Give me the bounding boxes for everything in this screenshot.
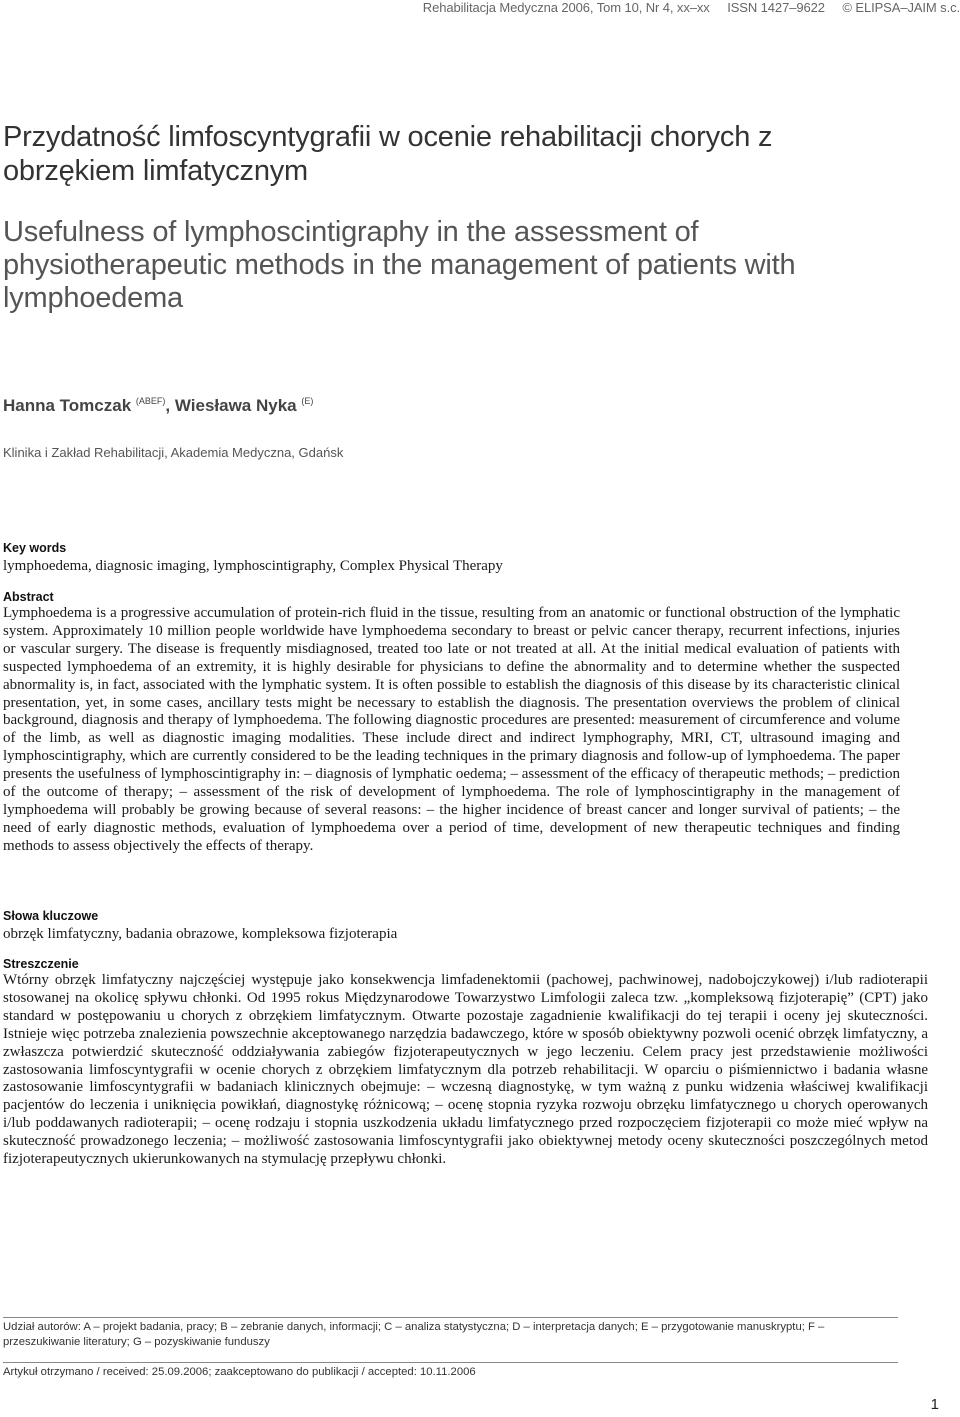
author-contribution-marks: (ABEF): [135, 396, 166, 406]
keywords-text: obrzęk limfatyczny, badania obrazowe, kompleksowa fizjoterapia: [3, 926, 398, 942]
author-contribution-marks: (E): [301, 396, 314, 406]
keywords-text: lymphoedema, diagnosic imaging, lymphoscintigraphy, Complex Physical Therapy: [3, 558, 503, 574]
page-number: 1: [930, 1396, 939, 1413]
title-polish: Przydatność limfoscyntygrafii w ocenie rehabilitacji chorych z obrzękiem limfatycznym: [3, 121, 773, 187]
abstract-english: [3, 589, 900, 856]
footnote-divider: [3, 1317, 898, 1318]
abstract-label: Streszczenie: [3, 957, 79, 971]
keywords-polish: [3, 908, 900, 944]
received-accepted-note: Artykuł otrzymano / received: 25.09.2006; zaakceptowano do publikacji / accepted: 10.11.2006: [3, 1366, 476, 1378]
abstract-polish: [3, 956, 928, 1169]
footnote-divider: [3, 1362, 898, 1363]
author-separator: ,: [165, 396, 175, 415]
author-name: Hanna Tomczak: [3, 396, 132, 415]
keywords-label: Słowa kluczowe: [3, 909, 99, 923]
keywords-english: [3, 540, 900, 576]
abstract-text: Wtórny obrzęk limfatyczny najczęściej występuje jako konsekwencja limfadenektomii (pachowej, pachwinowej, nadobojczykowej) i/lub radioterapii stosowanej na okolicę spływu chłonki. Od 1995 rokus Międzynarodowe Towarzystwo Limfologii zaleca tzw. „kompleksową fizjoterapię” (CPT) jako standard w postępowaniu u chorych z obrzękiem limfatycznym. Otwarte pozostaje zagadnienie kwalifikacji do tej terapii i oceny jej skuteczności. Istnieje więc potrzeba znalezienia powszechnie akceptowanego narzędzia badawczego, które w sposób obiektywny pozwoli ocenić obrzęk limfatyczny, a zwłaszcza potwierdzić skuteczność oddziaływania zabiegów fizjoterapeutycznych w jego leczeniu. Celem pracy jest przedstawienie możliwości zastosowania limfoscyntygrafii w ocenie chorych z obrzękiem limfatycznym dla potrzeb rehabilitacji. W oparciu o piśmiennictwo i badania własne zastosowanie limfoscyntygrafii w badaniach klinicznych obejmuje: – wczesną diagnostykę, w tym ważną z punku widzenia właściwej kwalifikacji pacjentów do leczenia i uniknięcia powikłań, diagnostykę różnicową; – ocenę stopnia ryzyka rozwoju obrzęku limfatycznego u chorych operowanych i/lub poddawanych radioterapii; – ocenę rodzaju i stopnia uszkodzenia układu limfatycznego przed rozpoczęciem fizjoterapii co może mieć wpływ na skuteczność prowadzonego leczenia; – możliwość zastosowania limfoscyntygrafii jako obiektywnej metody oceny skuteczności poszczególnych metod fizjoterapeutycznych ukierunkowanych na stymulację przepływu chłonki.: [3, 972, 928, 1168]
author-name: Wiesława Nyka: [174, 396, 297, 415]
abstract-text: Lymphoedema is a progressive accumulation of protein-rich fluid in the tissue, resulting from an anatomic or functional obstruction of the lymphatic system. Approximately 10 million people worldwide have lymphoedema secondary to breast or pelvic cancer therapy, recurrent infections, injuries or vascular surgery. The disease is frequently misdiagnosed, treated too late or not treated at all. At the initial medical evaluation of patients with suspected lymphoedema of an extremity, it is highly desirable for physicians to define the abnormality and to determine whether the suspected abnormality is, in fact, associated with the lymphatic system. It is often possible to establish the diagnosis of this disease by its characteristic clinical presentation, yet, in some cases, ancillary tests might be necessary to establish the diagnosis. The presentation overviews the problem of clinical background, diagnosis and therapy of lymphoedema. The following diagnostic procedures are presented: measurement of circumference and volume of the limb, as well as diagnostic imaging modalities. These include direct and indirect lymphography, MRI, CT, ultrasound imaging and lymphoscintigraphy, which are currently considered to be the leading techniques in the primary diagnosis and follow-up of lymphoedema. The paper presents the usefulness of lymphoscintigraphy in: – diagnosis of lymphatic oedema; – assessment of the efficacy of therapeutic methods; – prediction of the outcome of therapy; – assessment of the risk of development of lymphoedema. The role of lymphoscintigraphy in the management of lymphoedema will probably be growing because of several reasons: – the higher incidence of breast cancer and longer survival of patients; – the need of early diagnostic methods, evaluation of lymphoedema over a period of time, development of new therapeutic techniques and finding methods to assess objectively the effects of therapy.: [3, 605, 900, 854]
keywords-label: Key words: [3, 541, 67, 555]
author-contributions-note: Udział autorów: A – projekt badania, pracy; B – zebranie danych, informacji; C – analiza statystyczna; D – interpretacja danych; E – przygotowanie manuskryptu; F – przeszukiwanie literatury; G – pozyskiwanie funduszy: [3, 1321, 825, 1348]
running-head: Rehabilitacja Medyczna 2006, Tom 10, Nr 4, xx–xx ISSN 1427–9622 © ELIPSA–JAIM s.c.: [422, 0, 960, 15]
title-english: Usefulness of lymphoscintigraphy in the assessment of physiotherapeutic methods in the management of patients with lymphoedema: [3, 216, 796, 314]
author-list: [3, 390, 313, 417]
affiliation: Klinika i Zakład Rehabilitacji, Akademia Medyczna, Gdańsk: [3, 445, 344, 460]
abstract-label: Abstract: [3, 590, 54, 604]
